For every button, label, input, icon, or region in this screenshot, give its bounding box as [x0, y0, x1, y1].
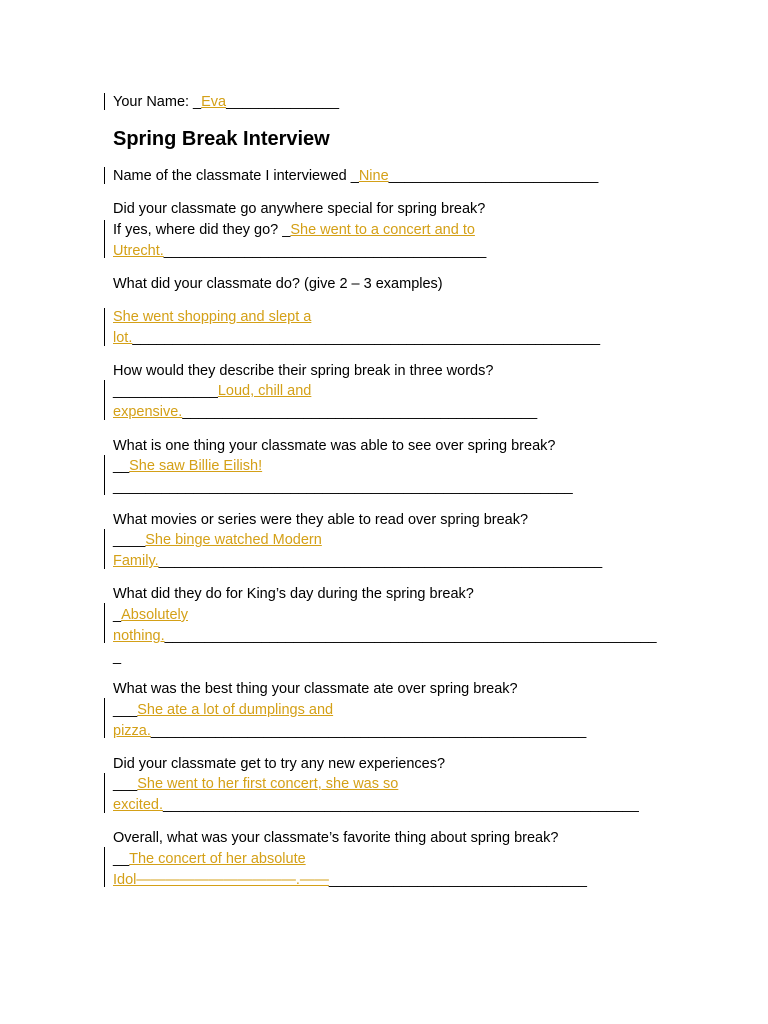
answer-line: [113, 626, 657, 646]
answer-blank: _______________________________________________________: [158, 553, 603, 569]
answer-blank: ___: [113, 776, 138, 792]
question-text: Did your classmate get to try any new experiences?: [113, 756, 446, 772]
question-text: Overall, what was your classmate’s favorite thing about spring break?: [113, 830, 559, 846]
answer-line: [113, 551, 602, 571]
question-text: What was the best thing your classmate ate over spring break?: [113, 681, 518, 697]
answer-blank: ________________________________: [328, 872, 587, 888]
answer-line: [113, 477, 573, 497]
change-bar: [104, 847, 105, 887]
answer-line: [113, 241, 486, 261]
answer-blank: ___: [113, 702, 138, 718]
change-bar: [104, 529, 105, 569]
answer-line: [113, 530, 322, 550]
answer-text[interactable]: lot.: [113, 330, 133, 346]
answer-blank: __: [113, 458, 130, 474]
your-name-label: Your Name: _: [113, 94, 202, 110]
change-bar: [104, 455, 105, 495]
worksheet-title: Spring Break Interview: [113, 128, 330, 150]
answer-line: [113, 605, 188, 625]
answer-text[interactable]: expensive.: [113, 404, 183, 420]
change-bar: [104, 380, 105, 420]
answer-line: [113, 774, 398, 794]
answer-text[interactable]: excited.: [113, 797, 163, 813]
answer-text[interactable]: She went shopping and slept a: [113, 309, 312, 325]
question-text: How would they describe their spring break in three words?: [113, 363, 494, 379]
answer-text[interactable]: Loud, chill and: [217, 383, 312, 399]
answer-line: [113, 307, 311, 327]
your-name-line: [113, 92, 339, 112]
classmate-name-answer[interactable]: Nine: [358, 168, 389, 184]
answer-text[interactable]: Idol———————————.——: [113, 872, 329, 888]
change-bar: [104, 773, 105, 813]
answer-line: [113, 456, 262, 476]
question-text: What did they do for King’s day during the spring break?: [113, 586, 474, 602]
question-text: If yes, where did they go? _: [113, 222, 291, 238]
answer-text[interactable]: Family.: [113, 553, 159, 569]
answer-text[interactable]: She ate a lot of dumplings and: [137, 702, 334, 718]
answer-text[interactable]: The concert of her absolute: [129, 851, 306, 867]
answer-line: [113, 721, 586, 741]
answer-blank: ______________________________________________________: [150, 723, 587, 739]
answer-line: [113, 870, 587, 890]
answer-text[interactable]: She went to her first concert, she was so: [137, 776, 399, 792]
answer-blank: _________________________________________________________: [113, 479, 573, 495]
answer-blank: _: [113, 607, 122, 623]
change-bar: [104, 167, 105, 184]
question-text: What is one thing your classmate was able to see over spring break?: [113, 438, 556, 454]
answer-line: [113, 220, 475, 240]
answer-text[interactable]: Utrecht.: [113, 243, 164, 259]
answer-text[interactable]: Absolutely: [121, 607, 188, 623]
answer-blank: ________________________________________: [163, 243, 487, 259]
answer-line: [113, 849, 306, 869]
answer-line: [113, 381, 311, 401]
answer-line: [113, 795, 639, 815]
answer-blank: ____________________________________________: [182, 404, 538, 420]
change-bar: [104, 308, 105, 346]
question-text: What did your classmate do? (give 2 – 3 examples): [113, 276, 443, 292]
change-bar: [104, 93, 105, 110]
classmate-name-label: Name of the classmate I interviewed _: [113, 168, 359, 184]
answer-text[interactable]: pizza.: [113, 723, 151, 739]
change-bar: [104, 220, 105, 258]
answer-line: [113, 328, 600, 348]
answer-blank: __: [113, 851, 130, 867]
answer-blank: ____: [113, 532, 146, 548]
change-bar: [104, 603, 105, 643]
your-name-answer[interactable]: Eva: [201, 94, 227, 110]
change-bar: [104, 698, 105, 738]
answer-line: [113, 402, 537, 422]
answer-blank: ___________________________________________________________: [162, 797, 639, 813]
answer-line: [113, 700, 333, 720]
classmate-name-line: [113, 166, 598, 186]
answer-text[interactable]: nothing.: [113, 628, 165, 644]
answer-text[interactable]: She saw Billie Eilish!: [129, 458, 263, 474]
your-name-blank: ______________: [226, 94, 340, 110]
answer-blank: _: [113, 649, 122, 665]
answer-blank: _____________________________________________________________: [164, 628, 657, 644]
question-text: What movies or series were they able to read over spring break?: [113, 512, 529, 528]
question-text: Did your classmate go anywhere special for spring break?: [113, 201, 486, 217]
answer-line: [113, 647, 121, 667]
answer-blank: _____________: [113, 383, 218, 399]
answer-text[interactable]: She binge watched Modern: [145, 532, 322, 548]
classmate-name-blank: __________________________: [388, 168, 599, 184]
answer-blank: __________________________________________________________: [132, 330, 601, 346]
answer-text[interactable]: She went to a concert and to: [290, 222, 475, 238]
